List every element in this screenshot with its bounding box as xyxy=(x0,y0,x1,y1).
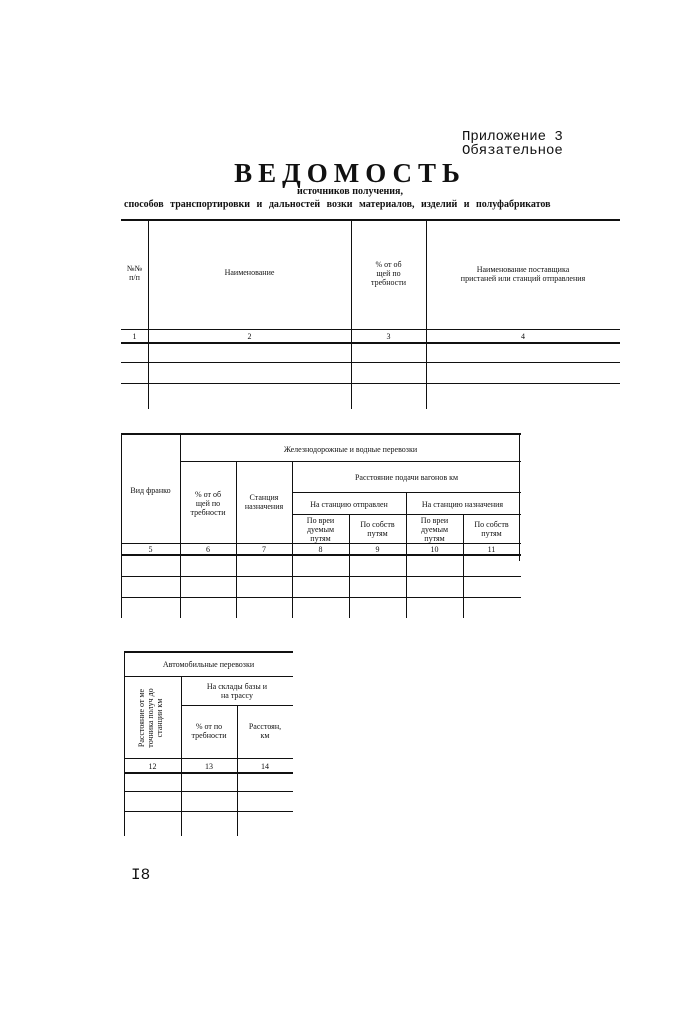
col-header-to-bases: На склады базы и на трассу xyxy=(206,682,268,700)
group-header-auto-transport: Автомобильные перевозки xyxy=(162,659,255,669)
appendix-line-2: Обязательное xyxy=(462,143,563,159)
col-number-9: 9 xyxy=(375,544,380,554)
col-number-13: 13 xyxy=(205,761,213,771)
group-header-rail-water: Железнодорожные и водные перевозки xyxy=(283,444,418,454)
col-number-1: 1 xyxy=(132,332,137,341)
col-header-rented-tracks-2: По вреи дуемым путям xyxy=(420,515,449,543)
col-number-10: 10 xyxy=(430,544,439,554)
col-number-8: 8 xyxy=(318,544,323,554)
col-header-number: №№ п/п xyxy=(126,264,143,282)
col-header-percent: % от об щей по требности xyxy=(370,259,407,287)
col-header-name: Наименование xyxy=(224,267,275,277)
page-number: I8 xyxy=(131,866,151,884)
col-header-station: Станция назначения xyxy=(244,493,284,511)
col-header-percent: % от об щей по требности xyxy=(190,489,226,517)
appendix-label xyxy=(462,130,563,158)
col-number-3: 3 xyxy=(386,332,391,341)
col-header-percent: % от по требности xyxy=(191,722,227,740)
subtitle-line-2: способов транспортировки и дальностей возки материалов, изделий и полуфабрикатов xyxy=(124,199,551,210)
col-number-4: 4 xyxy=(521,332,525,341)
col-header-to-departure: На станцию отправлен xyxy=(310,499,388,509)
col-header-rented-tracks-1: По вреи дуемым путям xyxy=(306,515,335,543)
col-header-vid-franko: Вид франко xyxy=(130,485,171,495)
col-header-own-tracks-1: По собств путям xyxy=(360,520,395,538)
col-header-own-tracks-2: По собств путям xyxy=(474,520,509,538)
col-number-2: 2 xyxy=(247,332,252,341)
col-number-11: 11 xyxy=(487,544,496,554)
col-number-12: 12 xyxy=(148,761,157,771)
subtitle-line-1: источников получения, xyxy=(297,186,403,197)
col-header-distance-source: Расстояние от ме точника получ до станции км xyxy=(137,688,164,748)
col-number-7: 7 xyxy=(262,544,266,554)
document-title: ВЕДОМОСТЬ xyxy=(234,158,466,188)
col-number-14: 14 xyxy=(261,761,269,771)
col-number-6: 6 xyxy=(206,544,210,554)
appendix-line-1: Приложение 3 xyxy=(462,129,563,145)
col-header-distance: Расстояние подачи вагонов км xyxy=(354,472,459,482)
col-header-distance-km: Расстоян, км xyxy=(248,722,282,740)
col-header-supplier: Наименование поставщика пристаней или станций отправления xyxy=(460,265,586,283)
col-number-5: 5 xyxy=(148,544,153,554)
col-header-to-destination: На станцию назначения xyxy=(421,499,504,509)
